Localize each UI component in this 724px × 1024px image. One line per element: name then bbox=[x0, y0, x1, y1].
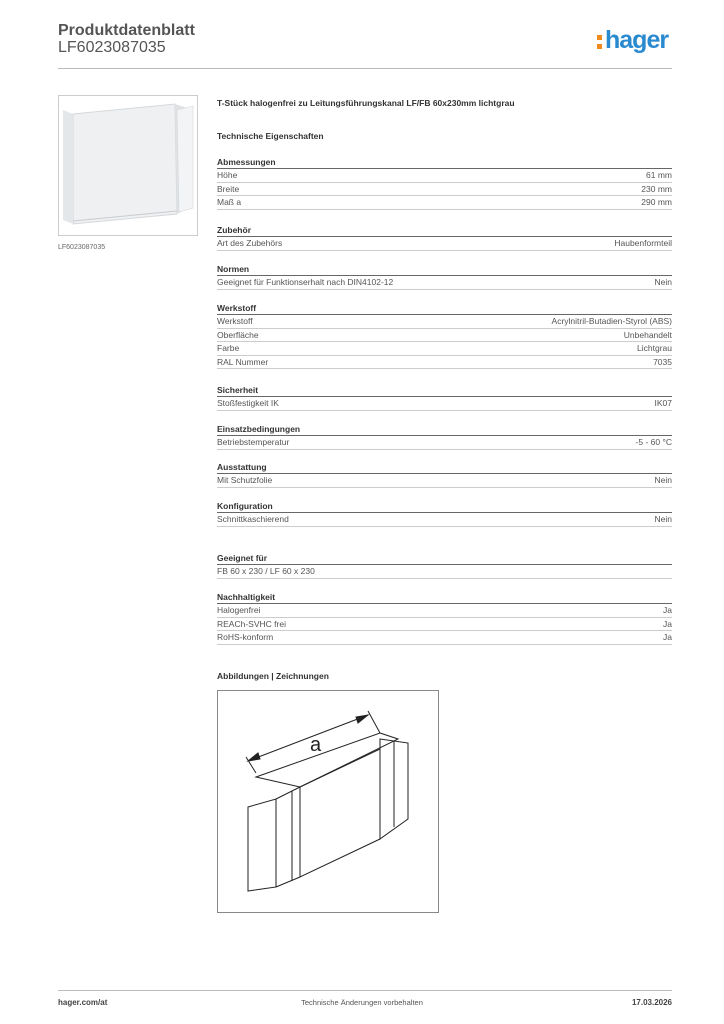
footer-divider bbox=[58, 990, 672, 991]
row-value: 230 mm bbox=[641, 183, 672, 194]
row-value: Nein bbox=[654, 514, 672, 524]
row-label: Oberfläche bbox=[217, 329, 259, 340]
row-value: Ja bbox=[663, 605, 672, 615]
table-row bbox=[217, 604, 672, 618]
row-label: RAL Nummer bbox=[217, 356, 269, 367]
table-row bbox=[217, 356, 672, 370]
section-heading: Werkstoff bbox=[217, 302, 672, 315]
row-label: Betriebstemperatur bbox=[217, 437, 290, 447]
row-value: -5 - 60 °C bbox=[635, 437, 672, 447]
row-label: REACh-SVHC frei bbox=[217, 618, 286, 629]
header-divider bbox=[58, 68, 672, 69]
row-value: Lichtgrau bbox=[637, 343, 672, 353]
section-sicherheit bbox=[217, 384, 672, 411]
section-normen bbox=[217, 263, 672, 290]
table-row bbox=[217, 276, 672, 290]
logo-text: hager bbox=[605, 26, 669, 54]
row-label: Maß a bbox=[217, 197, 242, 207]
row-value: 7035 bbox=[653, 356, 672, 367]
row-label: Schnittkaschierend bbox=[217, 514, 289, 524]
product-code: LF6023087035 bbox=[58, 39, 166, 56]
row-value: 61 mm bbox=[646, 170, 672, 180]
row-value: Nein bbox=[654, 475, 672, 485]
tech-properties-title: Technische Eigenschaften bbox=[217, 131, 324, 141]
table-row bbox=[217, 196, 672, 210]
section-heading: Einsatzbedingungen bbox=[217, 423, 672, 436]
row-label: Geeignet für Funktionserhalt nach DIN4102-12 bbox=[217, 277, 394, 287]
page-title: Produktdatenblatt bbox=[58, 22, 195, 39]
table-row bbox=[217, 436, 672, 450]
section-nachhaltigkeit bbox=[217, 591, 672, 645]
drawings-title: Abbildungen | Zeichnungen bbox=[217, 671, 329, 681]
technical-drawing bbox=[217, 690, 439, 913]
product-title: T-Stück halogenfrei zu Leitungsführungskanal LF/FB 60x230mm lichtgrau bbox=[217, 98, 515, 108]
row-value: Unbehandelt bbox=[623, 329, 672, 340]
row-label: Höhe bbox=[217, 170, 238, 180]
section-abmessungen bbox=[217, 156, 672, 210]
row-label: Werkstoff bbox=[217, 316, 253, 326]
section-heading: Sicherheit bbox=[217, 384, 672, 397]
table-row bbox=[217, 237, 672, 251]
row-label: Halogenfrei bbox=[217, 605, 261, 615]
table-row bbox=[217, 631, 672, 645]
row-label: Farbe bbox=[217, 343, 240, 353]
row-label: Mit Schutzfolie bbox=[217, 475, 273, 485]
section-einsatzbedingungen bbox=[217, 423, 672, 450]
row-value: Haubenformteil bbox=[614, 238, 672, 248]
table-row bbox=[217, 169, 672, 183]
table-row bbox=[217, 342, 672, 356]
table-row bbox=[217, 618, 672, 632]
row-label: Art des Zubehörs bbox=[217, 238, 283, 248]
row-value: Ja bbox=[663, 618, 672, 629]
product-photo-icon bbox=[59, 96, 198, 236]
table-row bbox=[217, 397, 672, 411]
row-label: Breite bbox=[217, 183, 240, 194]
table-row bbox=[217, 474, 672, 488]
row-value: Acrylnitril-Butadien-Styrol (ABS) bbox=[551, 316, 672, 326]
footer-date: 17.03.2026 bbox=[631, 998, 672, 1007]
section-heading: Normen bbox=[217, 263, 672, 276]
row-value: 290 mm bbox=[641, 197, 672, 207]
section-ausstattung bbox=[217, 461, 672, 488]
section-geeignet-fuer bbox=[217, 552, 672, 579]
row-value: IK07 bbox=[654, 398, 672, 408]
table-row bbox=[217, 565, 672, 579]
row-label: Stoßfestigkeit IK bbox=[217, 398, 279, 408]
image-caption: LF6023087035 bbox=[58, 244, 106, 251]
section-heading: Konfiguration bbox=[217, 500, 672, 513]
logo-dot-icon bbox=[597, 35, 602, 40]
section-werkstoff bbox=[217, 302, 672, 369]
section-konfiguration bbox=[217, 500, 672, 527]
drawing-svg bbox=[218, 691, 438, 912]
footer-disclaimer: Technische Änderungen vorbehalten bbox=[301, 998, 423, 1007]
dimension-label: a bbox=[310, 734, 322, 756]
table-row bbox=[217, 513, 672, 527]
section-heading: Geeignet für bbox=[217, 552, 672, 565]
section-heading: Ausstattung bbox=[217, 461, 672, 474]
row-value: Nein bbox=[654, 277, 672, 287]
section-heading: Zubehör bbox=[217, 224, 672, 237]
table-row bbox=[217, 315, 672, 329]
row-value: Ja bbox=[663, 632, 672, 642]
section-heading: Abmessungen bbox=[217, 156, 672, 169]
product-image bbox=[58, 95, 198, 236]
table-row bbox=[217, 329, 672, 343]
row-label: RoHS-konform bbox=[217, 632, 274, 642]
row-label: FB 60 x 230 / LF 60 x 230 bbox=[217, 566, 315, 576]
table-row bbox=[217, 183, 672, 197]
section-zubehoer bbox=[217, 224, 672, 251]
logo-dot-icon bbox=[597, 44, 602, 49]
footer-website[interactable]: hager.com/at bbox=[58, 998, 108, 1007]
section-heading: Nachhaltigkeit bbox=[217, 591, 672, 604]
